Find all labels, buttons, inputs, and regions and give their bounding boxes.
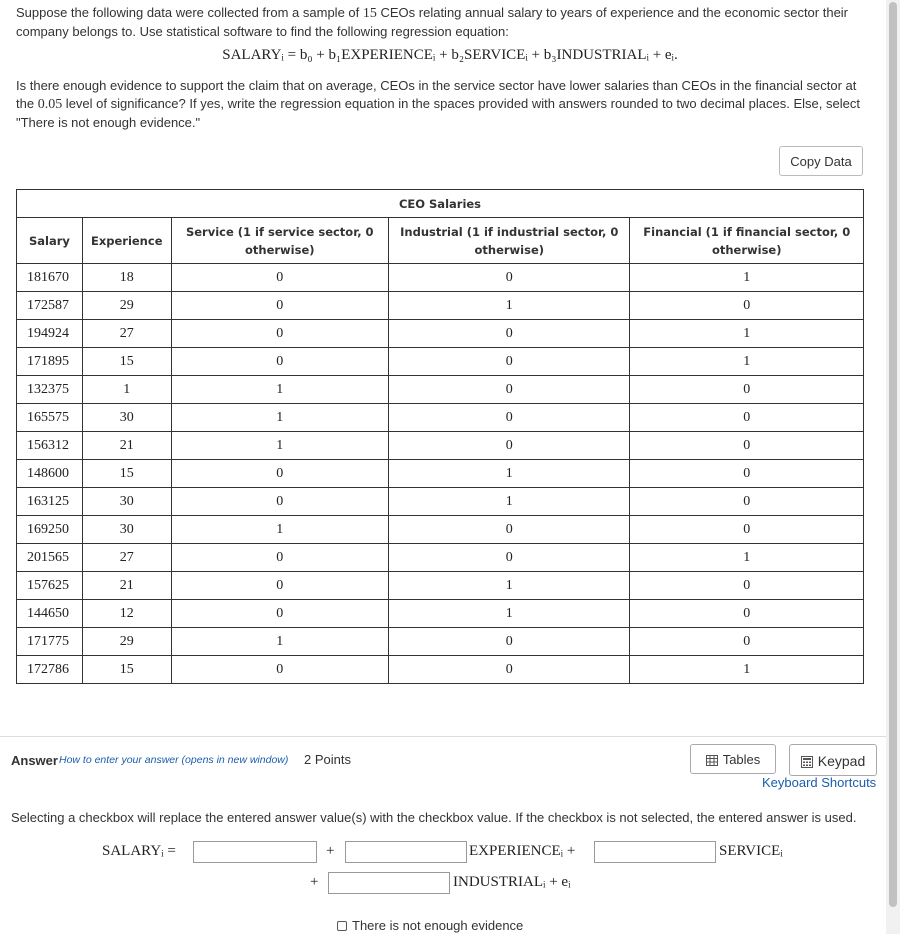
table-cell: 12 [82, 600, 171, 628]
question-intro: Suppose the following data were collected from a sample of 15 CEOs relating annual salary to years of experience and the economic sector their company belongs to. Use statistical software to find the following regression equation: [16, 5, 849, 39]
table-cell: 15 [82, 656, 171, 684]
table-cell: 0 [171, 460, 389, 488]
table-cell: 156312 [17, 432, 83, 460]
table-cell: 0 [389, 376, 630, 404]
table-cell: 29 [82, 628, 171, 656]
table-cell: 132375 [17, 376, 83, 404]
table-cell: 1 [630, 544, 864, 572]
table-cell: 21 [82, 432, 171, 460]
table-row [17, 628, 864, 656]
table-cell: 18 [82, 264, 171, 292]
table-cell: 0 [630, 600, 864, 628]
table-cell: 0 [630, 488, 864, 516]
table-cell: 1 [171, 628, 389, 656]
table-cell: 181670 [17, 264, 83, 292]
table-cell: 1 [389, 460, 630, 488]
table-cell: 1 [389, 572, 630, 600]
table-cell: 0 [630, 572, 864, 600]
table-cell: 172587 [17, 292, 83, 320]
table-row [17, 600, 864, 628]
table-cell: 0 [389, 348, 630, 376]
table-cell: 171775 [17, 628, 83, 656]
table-row [17, 292, 864, 320]
not-enough-evidence-option[interactable] [337, 918, 523, 933]
table-cell: 15 [82, 348, 171, 376]
service-coef-input[interactable] [594, 841, 716, 863]
table-cell: 0 [389, 320, 630, 348]
industrial-term: INDUSTRIALᵢ + eᵢ [453, 874, 571, 890]
table-cell: 0 [171, 264, 389, 292]
table-cell: 0 [171, 320, 389, 348]
checkbox-label: There is not enough evidence [352, 918, 524, 933]
table-cell: 1 [630, 348, 864, 376]
table-cell: 144650 [17, 600, 83, 628]
table-cell: 30 [82, 404, 171, 432]
table-cell: 0 [171, 572, 389, 600]
table-row [17, 572, 864, 600]
table-caption: CEO Salaries [17, 190, 864, 218]
table-cell: 0 [630, 460, 864, 488]
tables-button[interactable]: Tables [690, 744, 776, 774]
help-link[interactable]: How to enter your answer (opens in new window) [59, 754, 289, 766]
table-cell: 1 [389, 600, 630, 628]
experience-coef-input[interactable] [345, 841, 467, 863]
table-cell: 0 [630, 432, 864, 460]
intercept-input[interactable] [193, 841, 317, 863]
table-cell: 0 [171, 544, 389, 572]
table-icon [706, 747, 718, 777]
table-cell: 1 [171, 404, 389, 432]
table-cell: 1 [171, 432, 389, 460]
table-cell: 21 [82, 572, 171, 600]
ceo-salaries-table [16, 189, 864, 684]
sample-size: 15 [362, 6, 377, 21]
table-cell: 163125 [17, 488, 83, 516]
column-header: Industrial (1 if industrial sector, 0 otherwise) [389, 218, 630, 264]
table-cell: 0 [389, 544, 630, 572]
table-row [17, 544, 864, 572]
table-row [17, 376, 864, 404]
column-header: Financial (1 if financial sector, 0 otherwise) [630, 218, 864, 264]
checkbox-instruction: Selecting a checkbox will replace the entered answer value(s) with the checkbox value. If the checkbox is not selected, the entered answer is used. [11, 810, 857, 825]
column-header: Service (1 if service sector, 0 otherwise) [171, 218, 389, 264]
table-cell: 0 [630, 516, 864, 544]
question-claim: Is there enough evidence to support the claim that on average, CEOs in the service sector have lower salaries than CEOs in the financial sector at the 0.05 level of significance? If yes, write the regression equation in the spaces provided with answers rounded to two decimal places. Else, select "There is not enough evidence." [16, 78, 860, 130]
regression-equation: SALARYᵢ = b₀ + b₁EXPERIENCEᵢ + b₂SERVICEᵢ + b₃INDUSTRIALᵢ + eᵢ. [222, 47, 678, 63]
table-row [17, 488, 864, 516]
table-cell: 1 [171, 516, 389, 544]
answer-panel [0, 737, 886, 934]
table-cell: 27 [82, 320, 171, 348]
plus-sign: + [326, 843, 335, 859]
table-cell: 1 [171, 376, 389, 404]
keypad-button[interactable]: Keypad [789, 744, 877, 776]
experience-term: EXPERIENCEᵢ + [469, 843, 576, 859]
table-cell: 0 [630, 404, 864, 432]
table-row [17, 656, 864, 684]
table-cell: 201565 [17, 544, 83, 572]
industrial-coef-input[interactable] [328, 872, 450, 894]
table-cell: 15 [82, 460, 171, 488]
vertical-scrollbar[interactable] [886, 0, 900, 934]
table-cell: 0 [630, 376, 864, 404]
table-cell: 171895 [17, 348, 83, 376]
keyboard-shortcuts-link[interactable]: Keyboard Shortcuts [762, 775, 877, 790]
table-cell: 148600 [17, 460, 83, 488]
column-header: Salary [17, 218, 83, 264]
table-row [17, 404, 864, 432]
table-cell: 27 [82, 544, 171, 572]
plus-sign-2: + [310, 874, 319, 890]
table-cell: 29 [82, 292, 171, 320]
table-cell: 0 [389, 516, 630, 544]
table-cell: 0 [389, 656, 630, 684]
table-cell: 30 [82, 488, 171, 516]
table-cell: 0 [171, 348, 389, 376]
table-cell: 1 [389, 292, 630, 320]
table-cell: 172786 [17, 656, 83, 684]
table-cell: 1 [389, 488, 630, 516]
table-cell: 1 [630, 320, 864, 348]
table-cell: 30 [82, 516, 171, 544]
table-cell: 0 [630, 628, 864, 656]
answer-label: Answer [11, 753, 58, 768]
table-cell: 0 [171, 656, 389, 684]
significance-level: 0.05 [37, 97, 63, 112]
table-row [17, 264, 864, 292]
table-cell: 0 [389, 628, 630, 656]
points-label: 2 Points [304, 752, 351, 767]
table-cell: 0 [171, 292, 389, 320]
column-header: Experience [82, 218, 171, 264]
table-cell: 1 [82, 376, 171, 404]
scrollbar-thumb[interactable] [889, 2, 897, 907]
table-row [17, 432, 864, 460]
table-cell: 0 [389, 264, 630, 292]
table-row [17, 516, 864, 544]
not-enough-evidence-checkbox[interactable] [337, 921, 347, 931]
table-row [17, 460, 864, 488]
table-cell: 157625 [17, 572, 83, 600]
service-term: SERVICEᵢ [719, 843, 783, 859]
table-cell: 1 [630, 264, 864, 292]
table-cell: 0 [171, 488, 389, 516]
table-row [17, 320, 864, 348]
table-cell: 0 [389, 432, 630, 460]
table-cell: 194924 [17, 320, 83, 348]
table-cell: 169250 [17, 516, 83, 544]
copy-data-button[interactable]: Copy Data [779, 146, 863, 176]
table-cell: 165575 [17, 404, 83, 432]
table-cell: 1 [630, 656, 864, 684]
table-row [17, 348, 864, 376]
table-cell: 0 [389, 404, 630, 432]
table-cell: 0 [630, 292, 864, 320]
table-cell: 0 [171, 600, 389, 628]
salary-term: SALARYᵢ = [102, 843, 176, 859]
